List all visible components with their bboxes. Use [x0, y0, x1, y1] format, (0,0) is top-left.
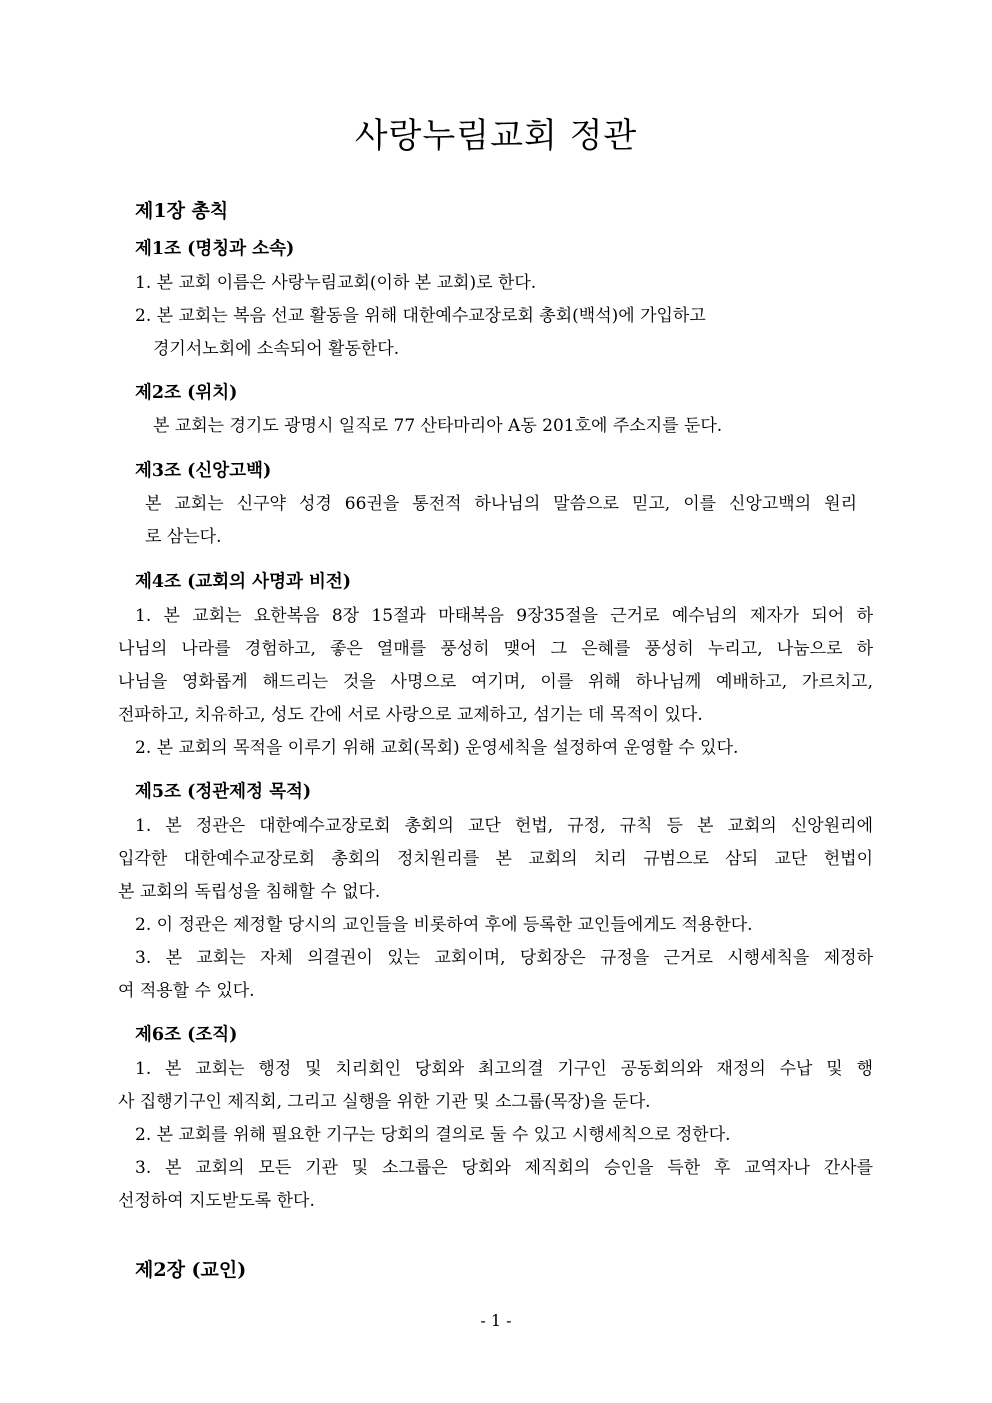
article-1-line: 경기서노회에 소속되어 활동한다. — [153, 339, 400, 359]
article-2-heading: 제2조 (위치) — [135, 383, 238, 403]
article-5-line: 1. 본 정관은 대한예수교장로회 총회의 교단 헌법, 규정, 규칙 등 본 교회의 신앙원리에 — [135, 816, 873, 836]
article-3-line: 로 삼는다. — [145, 527, 222, 547]
article-3-line: 본 교회는 신구약 성경 66권을 통전적 하나님의 말씀으로 믿고, 이를 신앙고백의 원리 — [145, 494, 857, 514]
article-5-line: 3. 본 교회는 자체 의결권이 있는 교회이며, 당회장은 규정을 근거로 시행세칙을 제정하 — [135, 948, 873, 968]
article-3-heading: 제3조 (신앙고백) — [135, 461, 272, 481]
article-4-heading: 제4조 (교회의 사명과 비전) — [135, 572, 352, 592]
article-5-line: 본 교회의 독립성을 침해할 수 없다. — [118, 882, 381, 902]
article-5-line: 2. 이 정관은 제정할 당시의 교인들을 비롯하여 후에 등록한 교인들에게도 적용한다. — [135, 915, 753, 935]
article-6-line: 2. 본 교회를 위해 필요한 기구는 당회의 결의로 둘 수 있고 시행세칙으로 정한다. — [135, 1125, 731, 1145]
chapter-2-heading: 제2장 (교인) — [135, 1259, 247, 1281]
article-4-line: 나님을 영화롭게 해드리는 것을 사명으로 여기며, 이를 위해 하나님께 예배하고, 가르치고, — [118, 672, 873, 692]
article-6-line: 1. 본 교회는 행정 및 치리회인 당회와 최고의결 기구인 공동회의와 재정의 수납 및 행 — [135, 1059, 873, 1079]
article-4-line: 1. 본 교회는 요한복음 8장 15절과 마태복음 9장35절을 근거로 예수님의 제자가 되어 하 — [135, 606, 873, 626]
article-6-line: 3. 본 교회의 모든 기관 및 소그룹은 당회와 제직회의 승인을 득한 후 교역자나 간사를 — [135, 1158, 873, 1178]
article-4-line: 2. 본 교회의 목적을 이루기 위해 교회(목회) 운영세칙을 설정하여 운영할 수 있다. — [135, 738, 739, 758]
chapter-1-heading: 제1장 총칙 — [135, 200, 229, 222]
article-6-line: 선정하여 지도받도록 한다. — [118, 1191, 315, 1211]
article-1-line: 1. 본 교회 이름은 사랑누림교회(이하 본 교회)로 한다. — [135, 273, 537, 293]
page-number: - 1 - — [480, 1311, 512, 1330]
article-1-line: 2. 본 교회는 복음 선교 활동을 위해 대한예수교장로회 총회(백석)에 가입하고 — [135, 306, 706, 326]
article-1-heading: 제1조 (명칭과 소속) — [135, 239, 295, 259]
article-4-line: 나님의 나라를 경험하고, 좋은 열매를 풍성히 맺어 그 은혜를 풍성히 누리고, 나눔으로 하 — [118, 639, 873, 659]
article-5-heading: 제5조 (정관제정 목적) — [135, 782, 312, 802]
article-6-line: 사 집행기구인 제직회, 그리고 실행을 위한 기관 및 소그룹(목장)을 둔다. — [118, 1092, 651, 1112]
article-2-line: 본 교회는 경기도 광명시 일직로 77 산타마리아 A동 201호에 주소지를 둔다. — [153, 416, 723, 436]
article-6-heading: 제6조 (조직) — [135, 1025, 238, 1045]
article-4-line: 전파하고, 치유하고, 성도 간에 서로 사랑으로 교제하고, 섬기는 데 목적이 있다. — [118, 705, 703, 725]
article-5-line: 입각한 대한예수교장로회 총회의 정치원리를 본 교회의 치리 규범으로 삼되 교단 헌법이 — [118, 849, 873, 869]
document-title: 사랑누림교회 정관 — [354, 116, 638, 156]
article-5-line: 여 적용할 수 있다. — [118, 981, 255, 1001]
